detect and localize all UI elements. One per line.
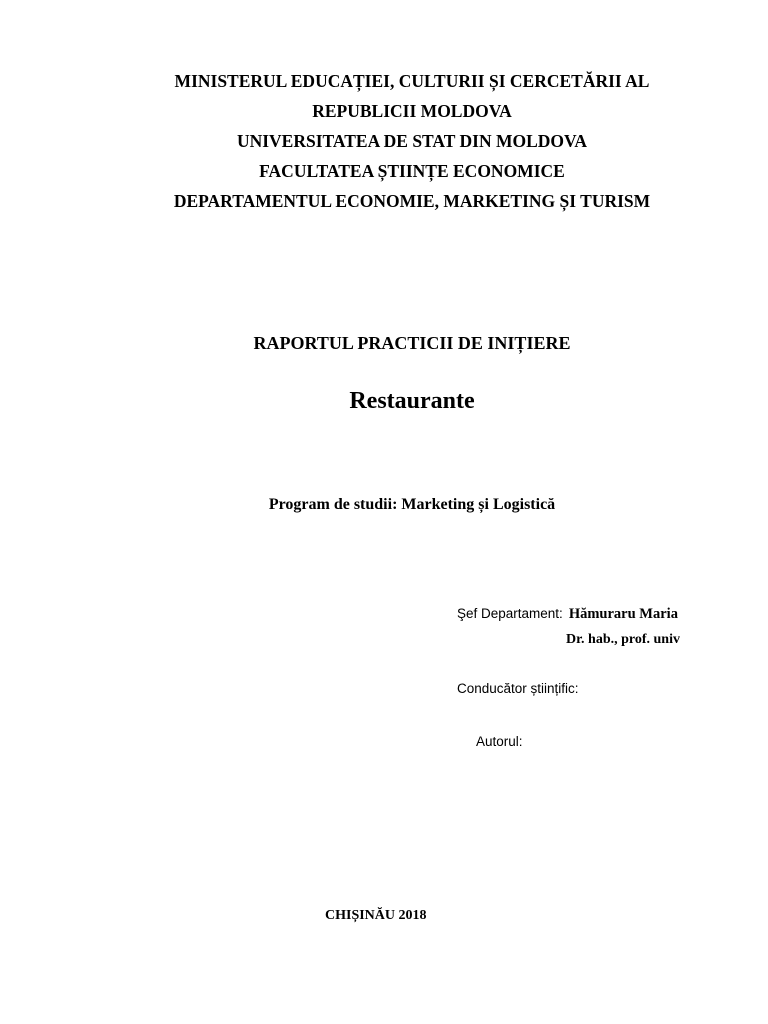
department-head-line (457, 606, 678, 623)
institution-header (0, 66, 768, 216)
header-line-department: DEPARTAMENTUL ECONOMIE, MARKETING ȘI TURISM (173, 191, 651, 211)
report-title: RAPORTUL PRACTICII DE INIȚIERE (253, 333, 571, 353)
header-line-ministry: MINISTERUL EDUCAȚIEI, CULTURII ȘI CERCETĂRII AL (174, 71, 650, 91)
header-line-republic: REPUBLICII MOLDOVA (312, 101, 512, 121)
study-program: Program de studii: Marketing și Logistică (268, 496, 556, 513)
department-head-title: Dr. hab., prof. univ (566, 632, 680, 647)
author-label: Autorul: (476, 734, 523, 749)
header-line-university: UNIVERSITATEA DE STAT DIN MOLDOVA (236, 131, 588, 151)
scientific-supervisor-label: Conducător științific: (457, 681, 579, 696)
header-line-faculty: FACULTATEA ȘTIINȚE ECONOMICE (259, 161, 565, 181)
department-head-label: Şef Departament: (457, 606, 563, 621)
report-topic: Restaurante (349, 388, 475, 414)
department-head-name: Hămuraru Maria (568, 606, 678, 622)
city-year: CHIȘINĂU 2018 (325, 908, 427, 923)
